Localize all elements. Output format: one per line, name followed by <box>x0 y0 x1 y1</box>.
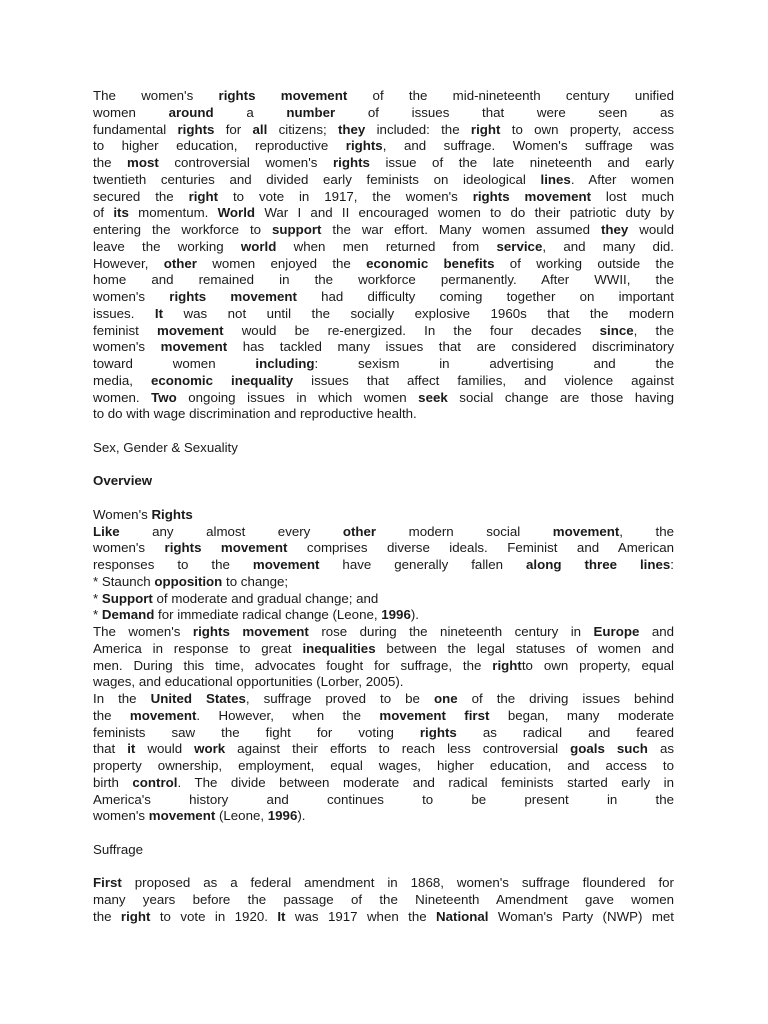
bold-term: right <box>120 908 151 924</box>
text-run: women's <box>93 540 165 556</box>
text-run: of issues that were seen as <box>335 104 674 120</box>
bold-term: rights movement <box>169 289 297 304</box>
text-run: , suffrage proved to be <box>245 691 434 706</box>
text-run: property ownership, employment, equal wages, higher education, and access to <box>93 758 674 773</box>
text-run: issue of the late nineteenth and early <box>369 155 674 170</box>
text-line <box>93 323 674 340</box>
text-line <box>93 741 674 758</box>
bold-term: it <box>127 741 136 757</box>
section-label-sex-gender-sexuality <box>93 440 674 457</box>
text-run: . After women <box>570 171 674 187</box>
bold-term: service <box>496 238 543 254</box>
text-run: rose during the nineteenth century in <box>308 624 594 639</box>
text-run: the <box>93 908 121 924</box>
text-run: Woman's Party (NWP) met <box>488 908 674 924</box>
heading-overview <box>93 473 674 490</box>
bold-term: opposition <box>154 573 223 589</box>
bold-term: 1996 <box>381 607 411 623</box>
text-line <box>93 205 674 222</box>
text-line <box>93 842 674 859</box>
text-run: controversial women's <box>158 155 333 170</box>
text-line <box>93 122 674 139</box>
text-line <box>93 339 674 356</box>
bold-term: including <box>255 356 315 371</box>
text-line <box>93 406 674 423</box>
text-run: entering the workforce to <box>93 222 272 237</box>
bold-term: number <box>286 104 336 120</box>
text-run: birth <box>93 774 133 790</box>
bold-term: right <box>470 121 501 137</box>
text-run: the war effort. Many women assumed <box>321 222 601 237</box>
text-line <box>93 574 674 591</box>
text-run: Suffrage <box>93 841 144 857</box>
bold-term: movement first <box>379 707 490 723</box>
text-run: for <box>214 121 253 137</box>
text-line <box>93 725 674 742</box>
bold-term: since <box>599 322 634 338</box>
bold-term: they <box>337 121 366 137</box>
text-run: against their efforts to reach less controversial <box>225 741 571 757</box>
text-run: , the <box>619 523 674 539</box>
text-run: . The divide between moderate and radical feminists started early in <box>177 774 674 790</box>
text-run: was 1917 when the <box>285 908 437 924</box>
text-run: would <box>628 222 674 237</box>
text-line <box>93 105 674 122</box>
text-run: secured the <box>93 188 189 204</box>
text-line <box>93 691 674 708</box>
text-run: to own property, equal <box>521 657 675 673</box>
text-run: would <box>135 741 195 757</box>
bold-term: rights movement <box>192 624 309 639</box>
bold-term: work <box>194 741 226 757</box>
text-run: between the legal statuses of women and <box>375 640 675 656</box>
bold-term: lines <box>540 171 571 187</box>
text-line <box>93 256 674 273</box>
text-line <box>93 591 674 608</box>
text-line <box>93 557 674 574</box>
text-run: to own property, access <box>500 121 674 137</box>
text-run: America's history and continues to be present in the <box>93 791 674 807</box>
paragraph-gap <box>93 859 674 876</box>
bold-term: right <box>492 657 522 673</box>
text-run: ongoing issues in which women <box>176 389 419 405</box>
text-run: any almost every <box>119 523 343 539</box>
text-run: had difficulty coming together on important <box>296 289 674 304</box>
text-run: of working outside the <box>494 255 674 271</box>
bold-term: rights <box>345 138 383 154</box>
text-line <box>93 658 674 675</box>
bold-term: movement <box>148 808 216 824</box>
paragraph-gap <box>93 423 674 440</box>
text-run: women's <box>93 808 149 824</box>
text-line <box>93 272 674 289</box>
bold-term: economic inequality <box>150 372 294 388</box>
text-run: men. During this time, advocates fought for suffrage, the <box>93 657 493 673</box>
bold-term: Support <box>101 590 153 606</box>
paragraph-suffrage <box>93 875 674 925</box>
text-run: comprises diverse ideals. Feminist and American <box>287 540 675 556</box>
document-page <box>93 88 674 926</box>
bold-term: they <box>600 222 629 237</box>
bold-term: one <box>433 691 458 706</box>
text-line <box>93 808 674 825</box>
text-run: to vote in 1920. <box>150 908 278 924</box>
text-line <box>93 289 674 306</box>
text-line <box>93 674 674 691</box>
text-run: of moderate and gradual change; and <box>152 590 379 606</box>
text-run: that <box>93 741 128 757</box>
bold-term: National <box>436 908 489 924</box>
bold-term: goals such <box>570 741 648 757</box>
text-run: have generally fallen <box>319 557 527 572</box>
bold-term: economic benefits <box>366 255 495 271</box>
text-run: Sex, Gender & Sexuality <box>93 439 238 455</box>
bold-term: World <box>217 205 256 221</box>
text-line <box>93 356 674 373</box>
text-line <box>93 222 674 239</box>
bold-term: other <box>163 255 197 271</box>
paragraph-gap <box>93 490 674 507</box>
text-run: and <box>639 624 675 639</box>
text-run: a <box>213 104 287 120</box>
text-run: began, many moderate <box>489 707 674 723</box>
text-run: of the driving issues behind <box>457 691 674 706</box>
text-run: responses to the <box>93 557 253 572</box>
text-run: the <box>93 707 130 723</box>
text-line <box>93 875 674 892</box>
bold-term: Europe <box>593 624 640 639</box>
text-run: twentieth centuries and divided early feminists on ideological <box>93 171 541 187</box>
text-line <box>93 524 674 541</box>
bold-term: rights movement <box>164 540 288 556</box>
text-run: women <box>93 104 169 120</box>
bold-term: rights <box>419 724 457 740</box>
text-run: modern social <box>376 523 553 539</box>
text-line <box>93 641 674 658</box>
bold-term: seek <box>418 389 448 405</box>
text-run: Women's <box>93 506 152 522</box>
text-line <box>93 88 674 105</box>
text-run: : <box>670 557 674 572</box>
text-run: ). <box>410 607 419 623</box>
section-label-suffrage <box>93 842 674 859</box>
text-line <box>93 909 674 926</box>
text-line <box>93 138 674 155</box>
text-run: , and suffrage. Women's suffrage was <box>382 138 674 154</box>
text-run: However, <box>93 255 164 271</box>
bold-term: movement <box>160 339 228 355</box>
text-line <box>93 306 674 323</box>
text-run: for immediate radical change (Leone, <box>154 607 382 623</box>
bold-term: rights <box>177 121 215 137</box>
text-run: toward women <box>93 356 256 371</box>
text-run: * Staunch <box>93 573 155 589</box>
text-run: home and remained in the workforce permanently. After WWII, the <box>93 272 674 288</box>
text-run: leave the working <box>93 238 241 254</box>
text-run: women enjoyed the <box>196 255 367 271</box>
text-line <box>93 155 674 172</box>
text-run: War I and II encouraged women to do their patriotic duty by <box>255 205 674 221</box>
bold-term: inequalities <box>302 640 376 656</box>
text-line <box>93 390 674 407</box>
text-run: feminists saw the fight for voting <box>93 724 420 740</box>
bold-term: its <box>113 205 129 221</box>
bold-term: most <box>127 155 159 170</box>
text-run: was not until the socially explosive 1960s that the modern <box>163 305 674 321</box>
text-run: social change are those having <box>447 389 674 405</box>
paragraph-gap <box>93 825 674 842</box>
bold-term: movement <box>129 707 197 723</box>
text-run: included: the <box>365 121 471 137</box>
bold-term: support <box>271 222 322 237</box>
bold-term: Like <box>93 523 120 539</box>
text-run: to change; <box>222 573 289 589</box>
bold-term: Overview <box>93 473 153 489</box>
text-line <box>93 440 674 457</box>
text-run: as radical and feared <box>456 724 674 740</box>
bold-term: world <box>240 238 277 254</box>
text-line <box>93 473 674 490</box>
text-line <box>93 239 674 256</box>
text-run: The women's <box>93 624 193 639</box>
bold-term: rights movement <box>218 88 348 103</box>
text-run: has tackled many issues that are considered discriminatory <box>227 339 675 355</box>
text-run: issues. <box>93 305 155 321</box>
text-run: of <box>93 205 114 221</box>
bold-term: movement <box>552 523 620 539</box>
text-line <box>93 507 674 524</box>
text-run: to vote in 1917, the women's <box>218 188 473 204</box>
bold-term: control <box>132 774 178 790</box>
text-run: (Leone, <box>215 808 268 824</box>
text-line <box>93 540 674 557</box>
text-line <box>93 373 674 390</box>
text-line <box>93 792 674 809</box>
bold-term: Rights <box>151 506 193 522</box>
text-run: to higher education, reproductive <box>93 138 346 154</box>
bold-term: Two <box>151 389 177 405</box>
text-run: of the mid-nineteenth century unified <box>347 88 674 103</box>
text-run: ). <box>297 808 306 824</box>
bold-term: It <box>154 305 164 321</box>
text-line <box>93 892 674 909</box>
bold-term: other <box>342 523 377 539</box>
bold-term: all <box>252 121 268 137</box>
bold-term: Demand <box>101 607 155 623</box>
text-run: many years before the passage of the Nineteenth Amendment gave women <box>93 892 674 907</box>
paragraph-womens-rights-overview <box>93 507 674 825</box>
text-line <box>93 758 674 775</box>
bold-term: First <box>93 875 122 891</box>
bold-term: right <box>188 188 219 204</box>
text-run: The women's <box>93 88 219 103</box>
text-run: would be re-energized. In the four decades <box>223 322 600 338</box>
text-run: the <box>93 155 128 170</box>
text-run: issues that affect families, and violence against <box>293 372 675 388</box>
text-run: women. <box>93 389 152 405</box>
bold-term: rights movement <box>472 188 592 204</box>
text-run: women's <box>93 289 170 304</box>
paragraph-gap <box>93 457 674 474</box>
text-run: when men returned from <box>276 238 497 254</box>
paragraph-womens-rights-intro <box>93 88 674 423</box>
text-run: citizens; <box>267 121 338 137</box>
text-run: women's <box>93 339 161 355</box>
text-run: In the <box>93 691 151 706</box>
bold-term: movement <box>157 322 224 338</box>
text-run: momentum. <box>128 205 218 221</box>
bold-term: United States <box>150 691 246 706</box>
text-run: to do with wage discrimination and reproductive health. <box>93 406 417 422</box>
text-run: lost much <box>591 188 674 204</box>
bold-term: along three lines <box>526 557 671 572</box>
text-run: as <box>647 741 674 757</box>
text-line <box>93 607 674 624</box>
text-run: * <box>93 607 102 623</box>
text-run: fundamental <box>93 121 178 137</box>
text-run: feminist <box>93 322 157 338</box>
text-run: : sexism in advertising and the <box>314 356 674 371</box>
text-line <box>93 708 674 725</box>
text-run: * <box>93 590 102 606</box>
text-run: proposed as a federal amendment in 1868, women's suffrage floundered for <box>121 875 674 891</box>
text-run: , and many did. <box>542 238 674 254</box>
text-line <box>93 775 674 792</box>
text-line <box>93 172 674 189</box>
text-run: wages, and educational opportunities (Lorber, 2005). <box>93 674 404 690</box>
bold-term: It <box>277 908 286 924</box>
text-line <box>93 189 674 206</box>
text-run: media, <box>93 372 151 388</box>
text-run: America in response to great <box>93 640 303 656</box>
text-line <box>93 624 674 641</box>
text-run: , the <box>633 322 674 338</box>
bold-term: rights <box>332 155 370 170</box>
bold-term: 1996 <box>267 808 298 824</box>
text-run: . However, when the <box>196 707 380 723</box>
bold-term: around <box>168 104 214 120</box>
bold-term: movement <box>252 557 320 572</box>
